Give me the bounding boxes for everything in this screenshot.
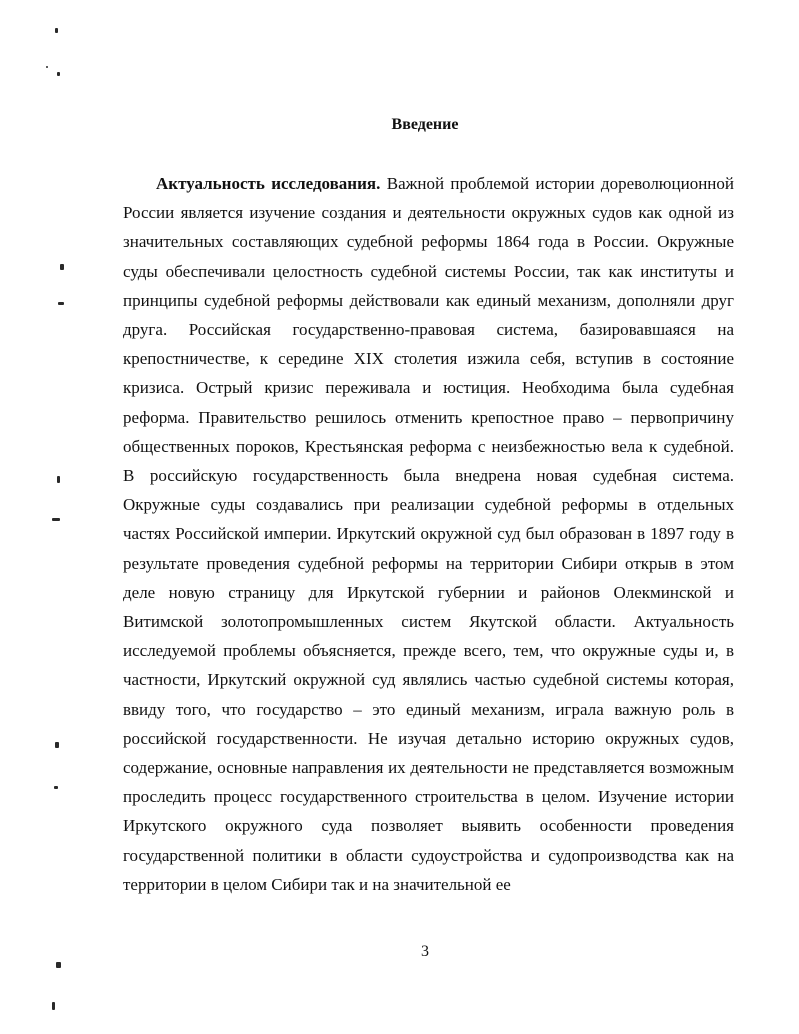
scan-speck bbox=[58, 302, 64, 305]
paragraph-text: Важной проблемой истории дореволюционной России является изучение создания и деятельности окружных судов как одной из значительных составляющих судебной реформы 1864 года в России. Окружные суды обеспечивали целостность судебной системы России, так как институты и принципы судебной реформы действовали как единый механизм, дополняли друг друга. Российская государственно-правовая система, базировавшаяся на крепостничестве, к середине XIX столетия изжила себя, вступив в состояние кризиса. Острый кризис переживала и юстиция. Необходима была судебная реформа. Правительство решилось отменить крепостное право – первопричину общественных пороков, Крестьянская реформа с неизбежностью вела к судебной. В российскую государственность была внедрена новая судебная система. Окружные суды создавались при реализации судебной реформы в отдельных частях Российской империи. Иркутский окружной суд был образован в 1897 году в результате проведения судебной реформы на территории Сибири открыв в этом деле новую страницу для Иркутской губернии и районов Олекминской и Витимской золотопромышленных систем Якутской области. Актуальность исследуемой проблемы объясняется, прежде всего, тем, что окружные суды и, в частности, Иркутский окружной суд являлись частью судебной системы которая, ввиду того, что государство – это единый механизм, играла важную роль в российской государственности. Не изучая детально историю окружных судов, содержание, основные направления их деятельности не представляется возможным проследить процесс государственного строительства в целом. Изучение истории Иркутского окружного суда позволяет выявить особенности проведения государственной политики в области судоустройства и судопроизводства как на территории в целом Сибири так и на значительной ее bbox=[123, 174, 734, 894]
scan-speck bbox=[55, 28, 58, 33]
scan-speck bbox=[54, 786, 58, 789]
body-paragraph bbox=[123, 169, 734, 899]
scan-speck bbox=[56, 962, 61, 968]
scan-speck bbox=[60, 264, 64, 270]
scan-speck bbox=[52, 518, 60, 521]
page-title: Введение bbox=[391, 116, 459, 133]
scan-speck bbox=[55, 742, 59, 748]
scan-speck bbox=[57, 72, 60, 76]
scan-speck bbox=[57, 476, 60, 483]
scan-speck bbox=[52, 1002, 55, 1010]
paragraph-lead-phrase: Актуальность исследования. bbox=[156, 174, 381, 193]
scan-speck bbox=[46, 66, 48, 68]
page-number: 3 bbox=[421, 943, 429, 960]
